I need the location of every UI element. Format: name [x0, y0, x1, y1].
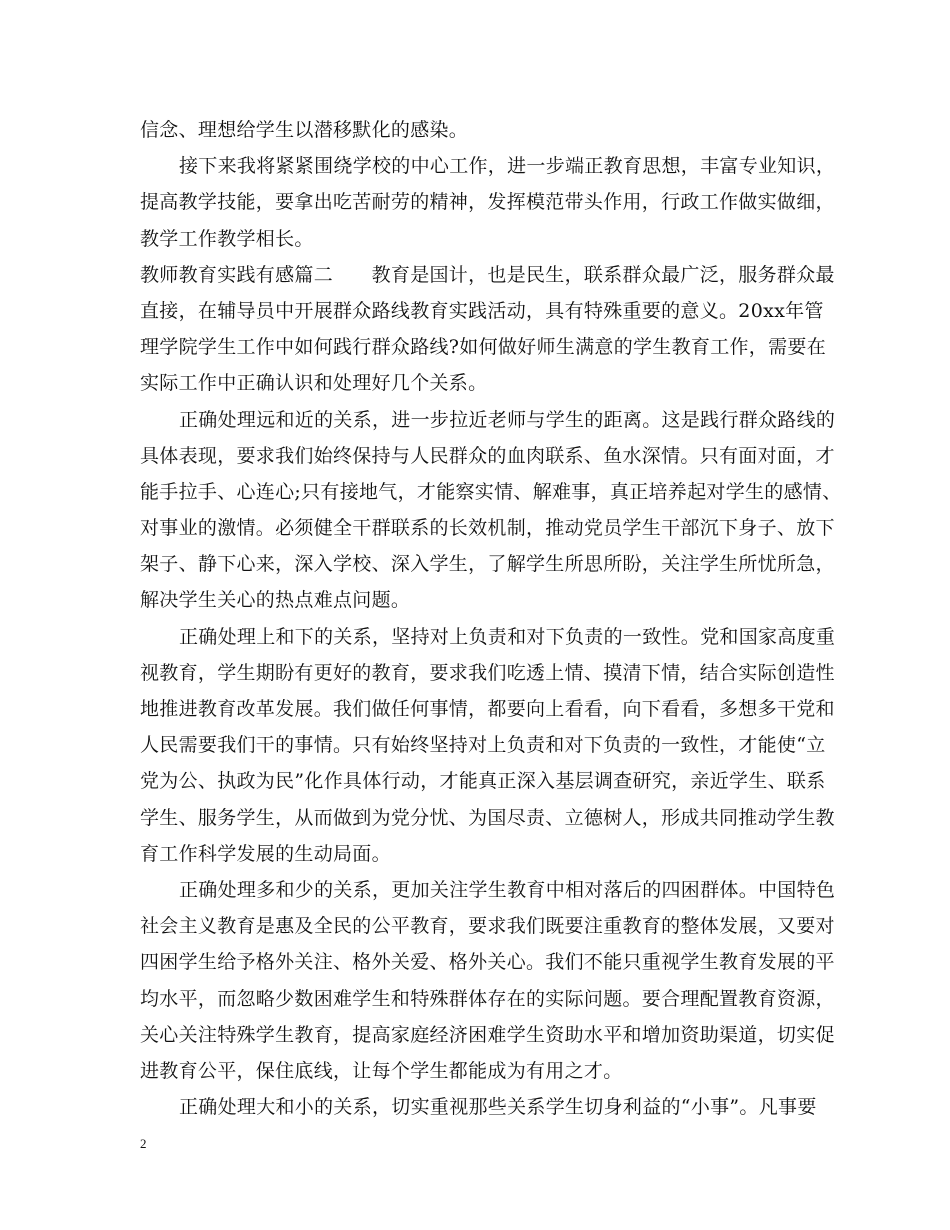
- text-line: 信念、理想给学生以潜移默化的感染。: [140, 119, 469, 141]
- text-line: 四困学生给予格外关注、格外关爱、格外关心。我们不能只重视学生教育发展的平: [140, 951, 835, 974]
- text-line: 正确处理大和小的关系，切实重视那些关系学生切身利益的“小事”。凡事要: [179, 1096, 817, 1119]
- text-line: 直接，在辅导员中开展群众路线教育实践活动，具有特殊重要的意义。20xx年管: [140, 299, 824, 322]
- text-line: 能手拉手、心连心;只有接地气，才能察实情、解难事，真正培养起对学生的感情、: [140, 480, 842, 503]
- text-line: 理学院学生工作中如何践行群众路线?如何做好师生满意的学生教育工作，需要在: [140, 336, 826, 359]
- text-line: 人民需要我们干的事情。只有始终坚持对上负责和对下负责的一致性，才能使“立: [140, 734, 826, 757]
- text-line: 具体表现，要求我们始终保持与人民群众的血肉联系、鱼水深情。只有面对面，才: [140, 444, 835, 467]
- text-line: 地推进教育改革发展。我们做任何事情，都要向上看看，向下看看，多想多干党和: [140, 698, 835, 720]
- text-line: 对事业的激情。必须健全干群联系的长效机制，推动党员学生干部沉下身子、放下: [140, 517, 835, 540]
- text-line: 架子、静下心来，深入学校、深入学生，了解学生所思所盼，关注学生所忧所急，: [140, 553, 835, 576]
- text-line: 视教育，学生期盼有更好的教育，要求我们吃透上情、摸清下情，结合实际创造性: [140, 661, 835, 684]
- text-line: 社会主义教育是惠及全民的公平教育，要求我们既要注重教育的整体发展，又要对: [140, 915, 835, 938]
- text-line: 解决学生关心的热点难点问题。: [140, 589, 411, 612]
- text-line: 提高教学技能，要拿出吃苦耐劳的精神，发挥模范带头作用，行政工作做实做细，: [140, 191, 835, 214]
- text-line: 党为公、执政为民”化作具体行动，才能真正深入基层调查研究，亲近学生、联系: [140, 770, 826, 793]
- text-line: 学生、服务学生，从而做到为党分忧、为国尽责、立德树人，形成共同推动学生教: [140, 806, 835, 829]
- text-line: 关心关注特殊学生教育，提高家庭经济困难学生资助水平和增加资助渠道，切实促: [140, 1023, 835, 1046]
- text-line: 接下来我将紧紧围绕学校的中心工作，进一步端正教育思想，丰富专业知识，: [179, 155, 836, 178]
- text-line: 实际工作中正确认识和处理好几个关系。: [140, 372, 488, 395]
- text-line: 教师教育实践有感篇二 教育是国计，也是民生，联系群众最广泛，服务群众最: [140, 263, 835, 286]
- text-line: 正确处理上和下的关系，坚持对上负责和对下负责的一致性。党和国家高度重: [179, 625, 836, 648]
- text-line: 正确处理远和近的关系，进一步拉近老师与学生的距离。这是践行群众路线的: [179, 408, 836, 431]
- text-line: 均水平，而忽略少数困难学生和特殊群体存在的实际问题。要合理配置教育资源，: [140, 987, 835, 1010]
- page-number: 2: [140, 1136, 147, 1151]
- text-line: 育工作科学发展的生动局面。: [140, 842, 391, 865]
- text-line: 教学工作教学相长。: [140, 227, 314, 250]
- text-line: 进教育公平，保住底线，让每个学生都能成为有用之才。: [140, 1059, 623, 1082]
- text-line: 正确处理多和少的关系，更加关注学生教育中相对落后的四困群体。中国特色: [179, 878, 836, 901]
- document-body: [140, 112, 842, 1125]
